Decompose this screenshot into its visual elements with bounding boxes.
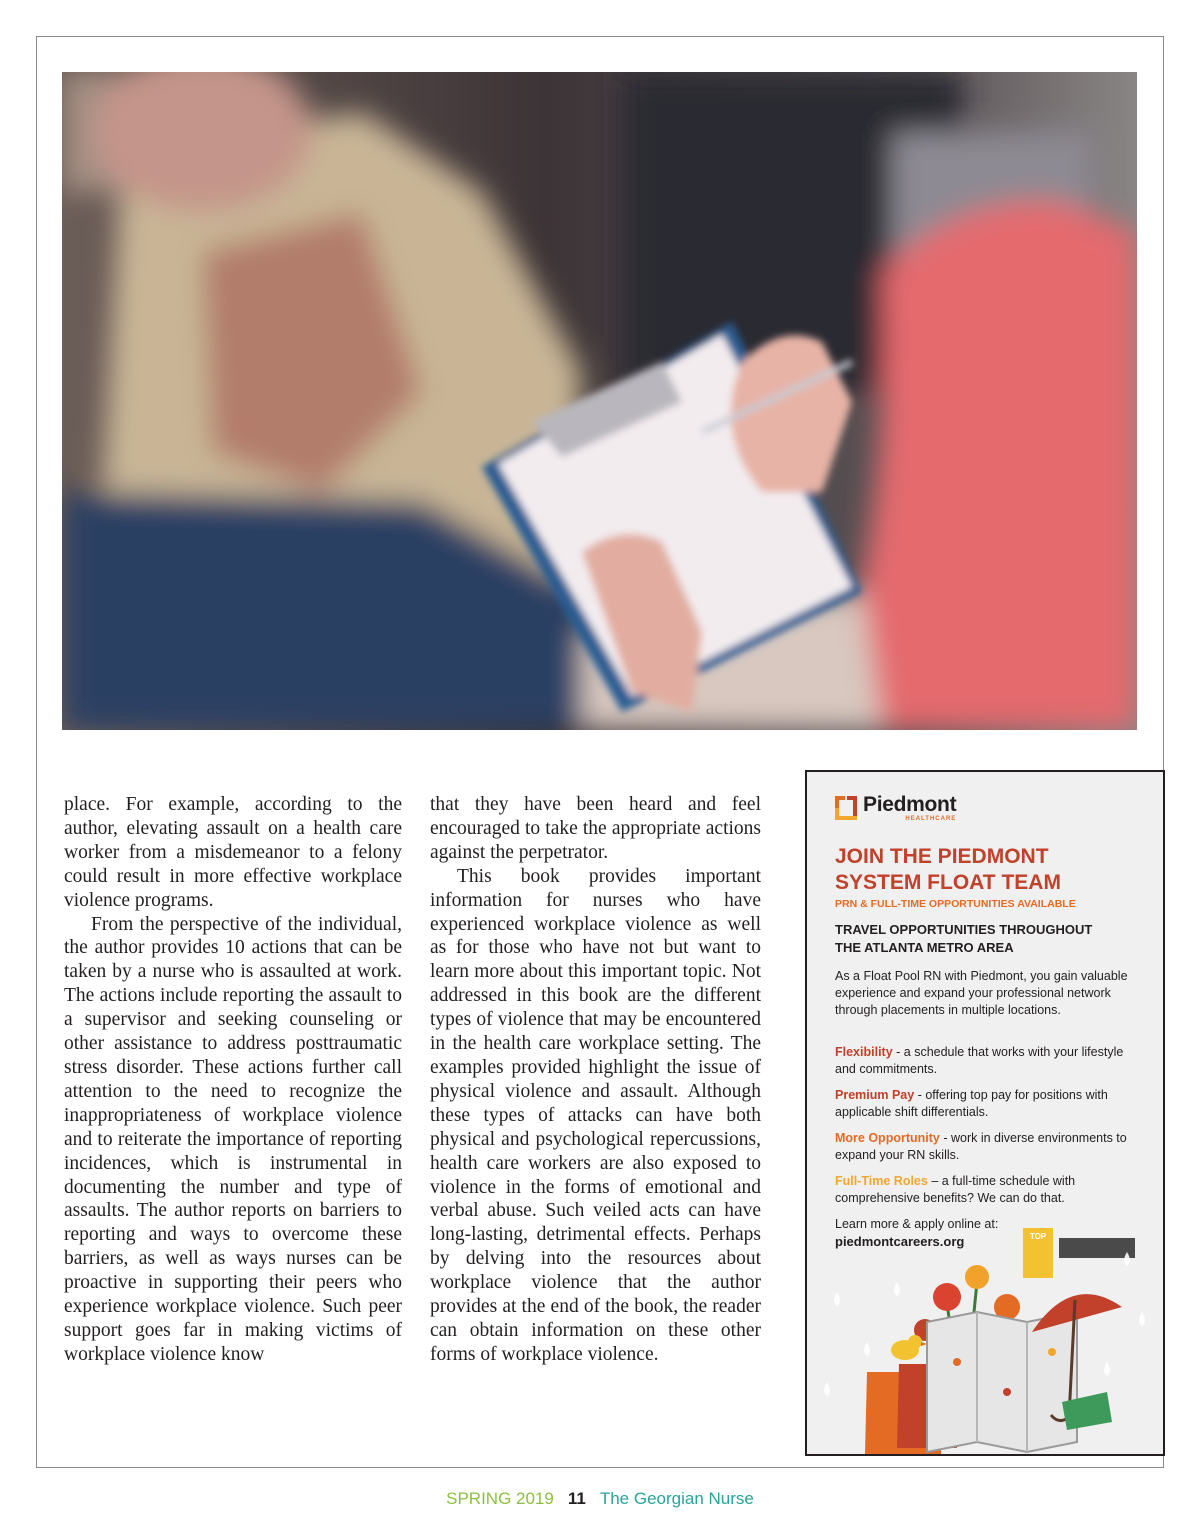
issue-season: SPRING 2019 (446, 1489, 554, 1508)
paragraph: that they have been heard and feel encouraged to take the appropriate actions against the perpetrator. (430, 794, 761, 863)
benefit-label: More Opportunity (835, 1131, 940, 1145)
paragraph: This book provides important information for nurses who have experienced workplace violence as well as for those who have not but want to learn more about this important topic. Not addressed in this book are the different types of violence that may be encountered in the health care workplace setting. The examples provided highlight the issue of physical violence and assault. Although these types of attacks can have both physical and psychological repercussions, health care workers are also exposed to violence in the forms of emotional and verbal abuse. Such veiled acts can have long-lasting, detrimental effects. Perhaps by delving into the resources about workplace violence that the author provides at the end of the book, the reader can obtain information on these other forms of workplace violence. (430, 865, 761, 1365)
benefit-more-opportunity (835, 1130, 1135, 1164)
benefit-label: Premium Pay (835, 1088, 915, 1102)
paragraph: place. For example, according to the author, elevating assault on a health care worker from a misdemeanor to a felony could result in more effective workplace violence programs. (64, 794, 402, 911)
map-illustration (927, 1312, 1077, 1452)
paragraph: From the perspective of the individual, the author provides 10 actions that can be taken by a nurse who is assaulted at work. The actions include reporting the assault to a supervisor and seeking counseling or other assistance to address posttraumatic stress disorder. These actions further call attention to the need to recognize the inappropriateness of workplace violence and to reiterate the importance of reporting incidences, which is instrumental in documenting the number and type of assaults. The author reports on barriers to reporting and ways to overcome these barriers, as well as ways nurses can be proactive in supporting their peers who experience workplace violence. Such peer support goes far in making victims of workplace violence know (64, 913, 402, 1365)
article-column-1 (64, 793, 402, 1367)
hero-photo (62, 72, 1137, 730)
piedmont-logo (835, 794, 956, 822)
benefit-premium-pay (835, 1087, 1135, 1121)
badge-text: TOP (1029, 1232, 1047, 1241)
headline-line-1: JOIN THE PIEDMONT (835, 845, 1049, 868)
article-column-2 (430, 793, 761, 1367)
benefit-full-time-roles (835, 1173, 1135, 1207)
benefit-text: - work in diverse environments to expand your RN skills. (835, 1131, 1127, 1162)
ad-illustration (807, 1252, 1163, 1456)
piedmont-advertisement (805, 770, 1165, 1456)
careers-link[interactable]: piedmontcareers.org (835, 1234, 965, 1249)
learn-more-text: Learn more & apply online at: (835, 1217, 999, 1231)
page-number: 11 (567, 1489, 586, 1508)
benefit-text: - offering top pay for positions with applicable shift differentials. (835, 1088, 1108, 1119)
ad-headline (835, 844, 1145, 896)
benefit-flexibility (835, 1044, 1135, 1078)
photo-illustration (62, 72, 1137, 730)
brand-subtitle: HEALTHCARE (905, 816, 957, 822)
travel-line-2: THE ATLANTA METRO AREA (835, 940, 1014, 955)
benefit-text: – a full-time schedule with comprehensive benefits? We can do that. (835, 1174, 1076, 1205)
ad-subline: PRN & FULL-TIME OPPORTUNITIES AVAILABLE (835, 898, 1076, 910)
ad-travel-heading (835, 921, 1145, 957)
benefit-label: Flexibility (835, 1045, 893, 1059)
magazine-title: The Georgian Nurse (599, 1489, 754, 1508)
benefit-label: Full-Time Roles (835, 1174, 928, 1188)
travel-line-1: TRAVEL OPPORTUNITIES THROUGHOUT (835, 922, 1093, 937)
page-footer (0, 1489, 1200, 1509)
headline-line-2: SYSTEM FLOAT TEAM (835, 871, 1061, 894)
piedmont-logo-icon (835, 796, 857, 820)
ad-intro: As a Float Pool RN with Piedmont, you gain valuable experience and expand your professional network through placements in multiple locations. (835, 969, 1128, 1017)
brand-name: Piedmont (863, 793, 957, 816)
benefit-text: - a schedule that works with your lifestyle and commitments. (835, 1045, 1124, 1076)
